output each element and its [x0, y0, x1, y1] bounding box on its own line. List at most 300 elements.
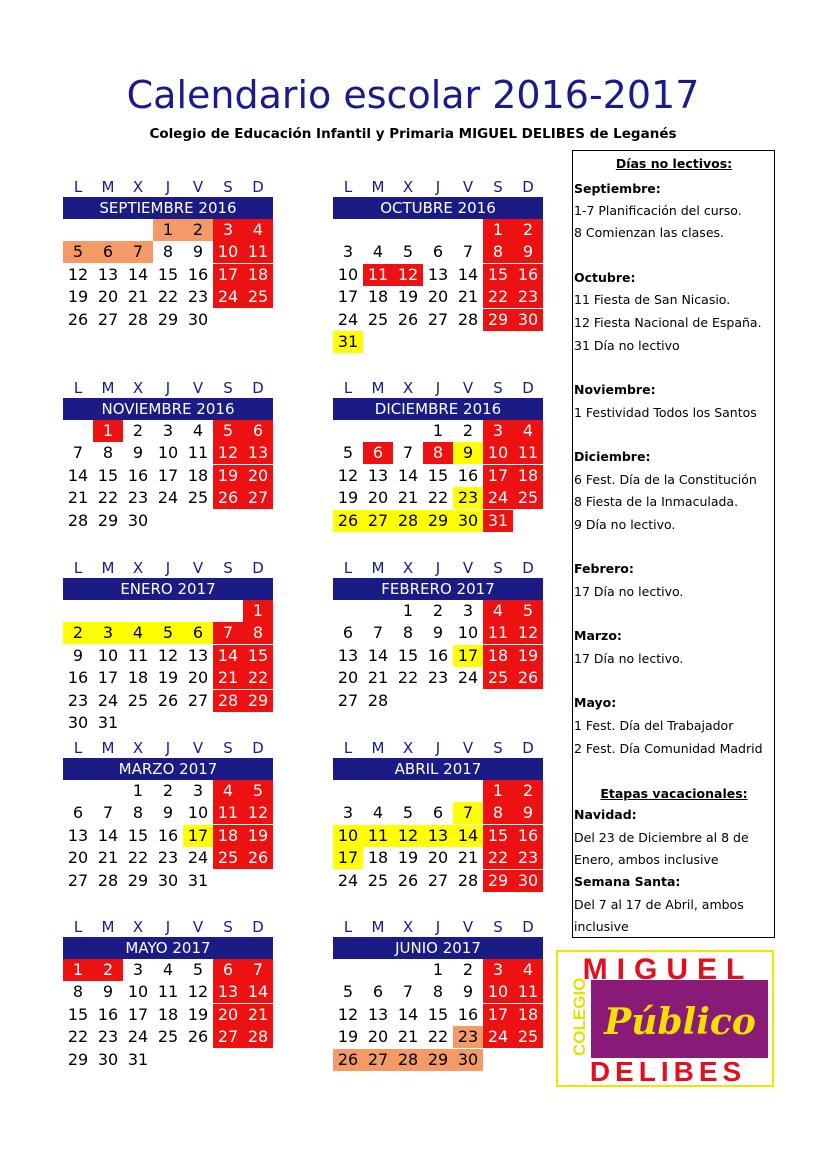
day-cell: 7 [453, 802, 483, 824]
weekday-label: M [101, 379, 115, 397]
day-cell: 12 [187, 982, 209, 1002]
weekday-label: J [165, 739, 171, 757]
day-cell: 20 [427, 848, 449, 868]
page-title: Calendario escolar 2016-2017 [126, 73, 700, 117]
day-cell: 5 [192, 960, 204, 979]
day-cell: 24 [337, 870, 359, 890]
weekday-label: D [522, 178, 534, 196]
logo-bottom-text: DELIBES [589, 1056, 747, 1085]
weekday-label: L [73, 379, 83, 397]
month-abril [333, 738, 543, 908]
day-cell: 17 [337, 287, 359, 307]
month-octubre [333, 177, 543, 351]
weekday-label: S [493, 918, 503, 936]
day-cell: 24 [483, 487, 513, 509]
day-cell: 6 [372, 982, 384, 1002]
day-cell: 5 [213, 420, 243, 442]
day-cell: 26 [67, 309, 89, 329]
day-cell: 26 [397, 870, 419, 890]
day-cell: 30 [97, 1049, 119, 1069]
day-cell: 19 [187, 1004, 209, 1024]
day-cell: 29 [423, 510, 453, 532]
day-cell: 4 [162, 960, 174, 979]
day-cell: 21 [457, 848, 479, 868]
day-cell: 5 [243, 780, 273, 802]
weekday-label: X [132, 739, 144, 757]
weekday-label: V [192, 918, 204, 936]
weekday-label: M [371, 739, 385, 757]
weekday-label: L [343, 559, 353, 577]
day-cell: 9 [192, 242, 204, 262]
day-cell: 23 [453, 487, 483, 509]
day-cell: 16 [457, 1004, 479, 1024]
day-cell: 5 [402, 242, 414, 262]
day-cell: 12 [513, 622, 543, 644]
day-cell: 7 [213, 622, 243, 644]
weekday-label: X [402, 178, 414, 196]
month-title: ABRIL 2017 [333, 758, 543, 780]
day-cell: 29 [423, 1049, 453, 1071]
day-cell: 15 [67, 1004, 89, 1024]
weekday-label: D [522, 559, 534, 577]
day-cell: 26 [333, 510, 363, 532]
month-septiembre [63, 177, 273, 347]
day-cell: 15 [427, 1004, 449, 1024]
day-cell: 8 [402, 623, 414, 643]
month-title: DICIEMBRE 2016 [333, 398, 543, 420]
day-cell: 9 [432, 623, 444, 643]
day-cell: 12 [67, 264, 89, 284]
day-cell: 3 [462, 601, 474, 620]
day-cell: 7 [72, 443, 84, 463]
day-cell: 16 [67, 668, 89, 688]
day-cell: 23 [97, 1027, 119, 1047]
day-cell: 12 [337, 465, 359, 485]
day-cell: 2 [513, 219, 543, 241]
day-cell: 19 [337, 1027, 359, 1047]
day-cell: 28 [243, 1026, 273, 1048]
month-enero [63, 558, 273, 732]
day-cell: 22 [97, 488, 119, 508]
day-cell: 23 [427, 668, 449, 688]
day-cell: 25 [483, 667, 513, 689]
day-cell: 7 [462, 242, 474, 262]
weekday-label: L [343, 178, 353, 196]
day-cell: 30 [187, 309, 209, 329]
day-cell: 11 [363, 825, 393, 847]
weekday-label: D [252, 178, 264, 196]
weekday-label: M [371, 918, 385, 936]
month-title: ENERO 2017 [63, 578, 273, 600]
day-cell: 15 [127, 825, 149, 845]
day-cell: 20 [367, 1027, 389, 1047]
weekday-header [63, 558, 273, 578]
vacation-title: Etapas vacacionales: [600, 786, 748, 801]
weekday-label: D [252, 379, 264, 397]
weekday-label: L [73, 559, 83, 577]
day-cell: 17 [453, 645, 483, 667]
day-cell: 18 [367, 287, 389, 307]
notes-nov-heading: Noviembre: [574, 382, 656, 397]
weekday-label: L [73, 918, 83, 936]
notes-item: 17 Día no lectivo. [574, 651, 684, 666]
day-cell: 5 [153, 622, 183, 644]
day-cell: 30 [127, 510, 149, 530]
day-cell: 14 [67, 465, 89, 485]
day-cell: 11 [483, 622, 513, 644]
day-cell: 21 [127, 287, 149, 307]
day-cell: 13 [97, 264, 119, 284]
day-cell: 31 [187, 870, 209, 890]
day-cell: 19 [397, 848, 419, 868]
day-cell: 3 [162, 421, 174, 440]
month-junio [333, 917, 543, 1087]
day-cell: 6 [243, 420, 273, 442]
day-cell: 7 [123, 241, 153, 263]
month-title: OCTUBRE 2016 [333, 197, 543, 219]
weekday-label: L [343, 379, 353, 397]
day-cell: 8 [243, 622, 273, 644]
month-marzo [63, 738, 273, 908]
day-cell: 12 [157, 645, 179, 665]
day-cell: 19 [67, 287, 89, 307]
weekday-header [63, 378, 273, 398]
weekday-label: M [101, 559, 115, 577]
day-cell: 2 [162, 781, 174, 800]
day-cell: 18 [187, 465, 209, 485]
day-cell: 24 [483, 1026, 513, 1048]
weekday-label: S [493, 379, 503, 397]
day-cell: 28 [213, 690, 243, 712]
day-cell: 27 [243, 487, 273, 509]
day-cell: 6 [342, 623, 354, 643]
day-cell: 5 [342, 982, 354, 1002]
day-cell: 16 [427, 645, 449, 665]
day-cell: 12 [243, 802, 273, 824]
day-cell: 12 [337, 1004, 359, 1024]
day-cell: 21 [243, 1004, 273, 1026]
day-cell: 11 [187, 443, 209, 463]
day-cell: 2 [432, 601, 444, 620]
day-cell: 14 [367, 645, 389, 665]
notes-item: 8 Comienzan las clases. [574, 225, 724, 240]
weekday-label: M [101, 739, 115, 757]
day-cell: 19 [243, 825, 273, 847]
day-cell: 25 [187, 488, 209, 508]
day-cell: 9 [132, 443, 144, 463]
day-cell: 28 [127, 309, 149, 329]
day-cell: 17 [157, 465, 179, 485]
weekday-label: V [462, 178, 474, 196]
weekday-label: M [101, 178, 115, 196]
day-cell: 10 [337, 264, 359, 284]
day-cell: 7 [372, 623, 384, 643]
day-cell: 27 [427, 309, 449, 329]
day-cell: 6 [432, 803, 444, 823]
day-cell: 17 [183, 825, 213, 847]
notes-item: Enero, ambos inclusive [574, 852, 719, 867]
day-cell: 28 [367, 690, 389, 710]
weekday-label: D [522, 739, 534, 757]
day-cell: 18 [157, 1004, 179, 1024]
notes-feb-heading: Febrero: [574, 561, 634, 576]
day-cell: 30 [67, 713, 89, 732]
day-cell: 17 [333, 847, 363, 869]
day-cell: 8 [102, 443, 114, 463]
weekday-label: X [132, 559, 144, 577]
logo-side-text: COLEGIO [570, 977, 589, 1056]
day-cell: 19 [157, 668, 179, 688]
day-cell: 10 [333, 825, 363, 847]
day-cell: 20 [367, 488, 389, 508]
day-cell: 16 [97, 1004, 119, 1024]
day-cell: 26 [333, 1049, 363, 1071]
day-cell: 22 [157, 287, 179, 307]
day-cell: 1 [243, 600, 273, 622]
day-cell: 7 [243, 959, 273, 981]
month-title: JUNIO 2017 [333, 937, 543, 959]
day-cell: 8 [432, 982, 444, 1002]
weekday-label: L [73, 178, 83, 196]
day-cell: 26 [397, 309, 419, 329]
day-cell: 9 [453, 442, 483, 464]
day-cell: 19 [397, 287, 419, 307]
weekday-label: M [371, 379, 385, 397]
day-cell: 9 [72, 645, 84, 665]
weekday-label: S [223, 559, 233, 577]
day-cell: 1 [432, 421, 444, 440]
day-cell: 20 [427, 287, 449, 307]
weekday-label: J [435, 178, 441, 196]
day-cell: 19 [213, 465, 243, 487]
day-cell: 19 [337, 488, 359, 508]
day-cell: 22 [397, 668, 419, 688]
day-cell: 13 [337, 645, 359, 665]
day-cell: 21 [457, 287, 479, 307]
day-cell: 11 [513, 442, 543, 464]
notes-item: 8 Fiesta de la Inmaculada. [574, 494, 739, 509]
day-cell: 13 [243, 442, 273, 464]
day-cell: 10 [127, 982, 149, 1002]
weekday-label: V [462, 379, 474, 397]
day-cell: 8 [483, 802, 513, 824]
day-cell: 28 [457, 870, 479, 890]
day-cell: 5 [513, 600, 543, 622]
day-cell: 2 [183, 219, 213, 241]
day-cell: 1 [483, 219, 513, 241]
day-cell: 18 [127, 668, 149, 688]
day-cell: 23 [157, 848, 179, 868]
notes-oct-heading: Octubre: [574, 270, 636, 285]
day-cell: 8 [483, 241, 513, 263]
weekday-header [333, 177, 543, 197]
day-cell: 4 [372, 803, 384, 823]
day-cell: 22 [483, 847, 513, 869]
day-cell: 14 [127, 264, 149, 284]
day-cell: 21 [367, 668, 389, 688]
day-cell: 10 [457, 623, 479, 643]
day-cell: 3 [213, 219, 243, 241]
day-cell: 25 [367, 870, 389, 890]
month-noviembre [63, 378, 273, 548]
day-cell: 1 [483, 780, 513, 802]
day-cell: 7 [102, 803, 114, 823]
day-cell: 30 [513, 870, 543, 892]
weekday-label: J [165, 559, 171, 577]
day-cell: 4 [513, 959, 543, 981]
day-cell: 10 [97, 645, 119, 665]
weekday-label: J [435, 379, 441, 397]
day-cell: 23 [453, 1026, 483, 1048]
day-cell: 17 [97, 668, 119, 688]
day-cell: 16 [513, 264, 543, 286]
day-cell: 12 [213, 442, 243, 464]
day-cell: 16 [457, 465, 479, 485]
school-logo [556, 950, 774, 1087]
day-cell: 1 [153, 219, 183, 241]
day-cell: 13 [367, 465, 389, 485]
day-cell: 3 [93, 622, 123, 644]
day-cell: 29 [483, 870, 513, 892]
day-cell: 18 [513, 465, 543, 487]
notes-mar-heading: Marzo: [574, 628, 622, 643]
day-cell: 13 [187, 645, 209, 665]
day-cell: 23 [513, 847, 543, 869]
day-cell: 22 [427, 488, 449, 508]
day-cell: 27 [67, 870, 89, 890]
notes-item: 6 Fest. Día de la Constitución [574, 472, 757, 487]
day-cell: 14 [243, 981, 273, 1003]
day-cell: 4 [513, 420, 543, 442]
weekday-label: J [435, 918, 441, 936]
weekday-label: V [192, 739, 204, 757]
day-cell: 14 [97, 825, 119, 845]
day-cell: 28 [67, 510, 89, 530]
day-cell: 20 [213, 1004, 243, 1026]
notes-item: 17 Día no lectivo. [574, 584, 684, 599]
notes-item: 1 Fest. Día del Trabajador [574, 718, 734, 733]
month-title: FEBRERO 2017 [333, 578, 543, 600]
month-title: MARZO 2017 [63, 758, 273, 780]
day-cell: 20 [97, 287, 119, 307]
school-subtitle: Colegio de Educación Infantil y Primaria MIGUEL DELIBES de Leganés [149, 126, 677, 142]
day-cell: 3 [483, 959, 513, 981]
day-cell: 26 [513, 667, 543, 689]
day-cell: 13 [67, 825, 89, 845]
day-cell: 5 [63, 241, 93, 263]
day-cell: 22 [427, 1027, 449, 1047]
day-cell: 3 [342, 242, 354, 262]
weekday-label: S [493, 739, 503, 757]
day-cell: 3 [483, 420, 513, 442]
logo-middle-text: Público [604, 1001, 756, 1043]
weekday-label: S [223, 379, 233, 397]
day-cell: 17 [127, 1004, 149, 1024]
weekday-label: V [462, 559, 474, 577]
day-cell: 29 [97, 510, 119, 530]
day-cell: 31 [97, 713, 119, 732]
day-cell: 21 [213, 667, 243, 689]
day-cell: 29 [243, 690, 273, 712]
day-cell: 24 [337, 309, 359, 329]
day-cell: 21 [97, 848, 119, 868]
notes-item: Del 23 de Diciembre al 8 de [574, 830, 749, 845]
day-cell: 28 [457, 309, 479, 329]
day-cell: 6 [72, 803, 84, 823]
day-cell: 15 [243, 645, 273, 667]
weekday-label: J [165, 178, 171, 196]
day-cell: 10 [483, 442, 513, 464]
day-cell: 24 [213, 286, 243, 308]
day-cell: 28 [97, 870, 119, 890]
day-cell: 14 [213, 645, 243, 667]
day-cell: 14 [457, 264, 479, 284]
day-cell: 1 [402, 601, 414, 620]
weekday-label: D [522, 379, 534, 397]
weekday-label: M [371, 559, 385, 577]
weekday-header [63, 738, 273, 758]
day-cell: 21 [397, 1027, 419, 1047]
day-cell: 1 [432, 960, 444, 979]
day-cell: 22 [483, 286, 513, 308]
weekday-label: X [402, 379, 414, 397]
notes-sep-heading: Septiembre: [574, 181, 661, 196]
day-cell: 24 [457, 668, 479, 688]
day-cell: 3 [132, 960, 144, 979]
day-cell: 16 [127, 465, 149, 485]
weekday-header [333, 917, 543, 937]
day-cell: 31 [333, 331, 363, 353]
day-cell: 24 [157, 488, 179, 508]
day-cell: 25 [157, 1027, 179, 1047]
day-cell: 26 [157, 690, 179, 710]
day-cell: 28 [393, 1049, 423, 1071]
weekday-label: X [402, 559, 414, 577]
day-cell: 23 [187, 287, 209, 307]
notes-item: 1-7 Planificación del curso. [574, 203, 742, 218]
weekday-label: D [252, 739, 264, 757]
day-cell: 18 [243, 264, 273, 286]
day-cell: 12 [393, 264, 423, 286]
day-cell: 14 [397, 1004, 419, 1024]
weekday-label: V [192, 379, 204, 397]
day-cell: 20 [187, 668, 209, 688]
notes-item: 1 Festividad Todos los Santos [574, 405, 757, 420]
day-cell: 10 [187, 803, 209, 823]
weekday-label: V [462, 918, 474, 936]
day-cell: 27 [363, 1049, 393, 1071]
day-cell: 18 [213, 825, 243, 847]
day-cell: 13 [213, 981, 243, 1003]
notes-item: 31 Día no lectivo [574, 338, 680, 353]
day-cell: 14 [397, 465, 419, 485]
day-cell: 2 [132, 421, 144, 440]
day-cell: 17 [483, 1004, 513, 1026]
day-cell: 30 [453, 1049, 483, 1071]
day-cell: 22 [243, 667, 273, 689]
day-cell: 23 [513, 286, 543, 308]
weekday-label: X [402, 918, 414, 936]
day-cell: 24 [187, 848, 209, 868]
day-cell: 26 [187, 1027, 209, 1047]
weekday-label: V [462, 739, 474, 757]
weekday-label: D [522, 918, 534, 936]
day-cell: 3 [342, 803, 354, 823]
notes-title: Días no lectivos: [615, 156, 733, 171]
day-cell: 4 [243, 219, 273, 241]
day-cell: 4 [123, 622, 153, 644]
weekday-label: J [165, 918, 171, 936]
